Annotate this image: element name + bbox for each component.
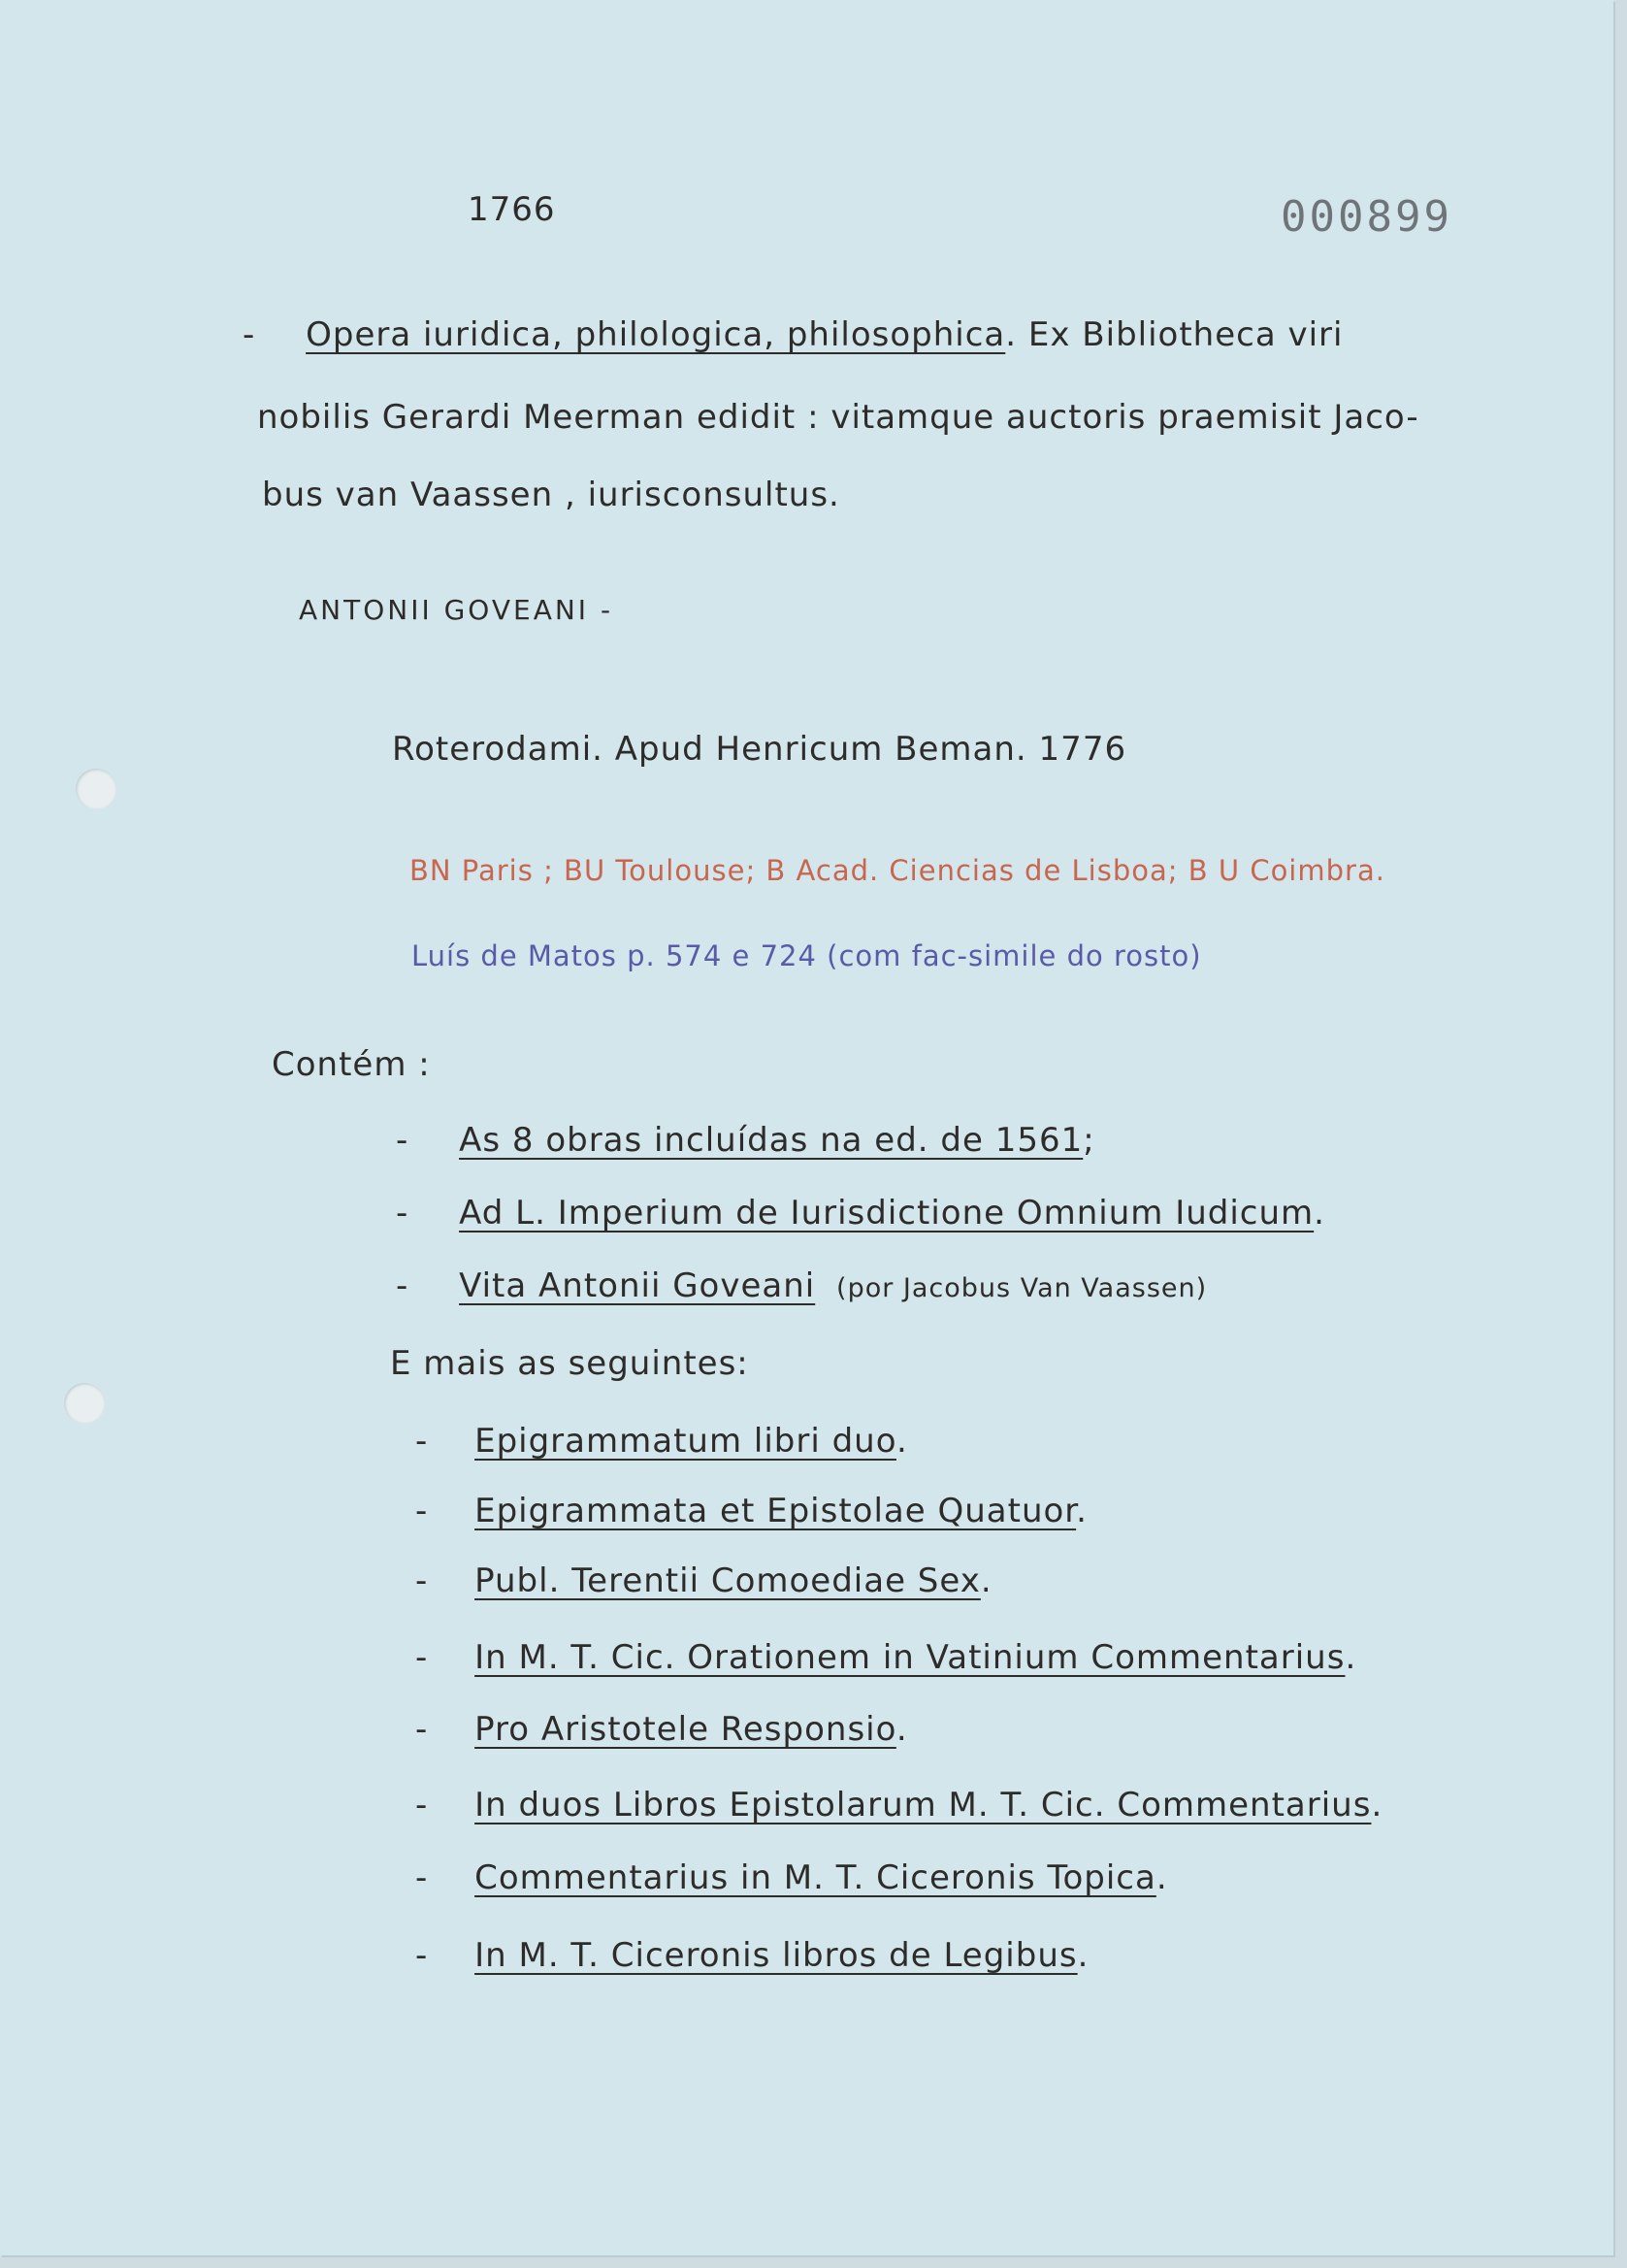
contents-item [396,1121,1095,1161]
item-suffix: . [1345,1638,1357,1677]
catalog-number-stamp: 000899 [1281,192,1452,242]
work-title: Opera iuridica, philologica, philosophica [306,315,1006,354]
title-line-1 [243,315,1343,355]
year-label: 1766 [468,190,556,229]
item-text: Pro Aristotele Responsio [474,1710,896,1749]
item-suffix: . [1076,1492,1088,1530]
item-text: In duos Libros Epistolarum M. T. Cic. Commentarius [474,1786,1372,1824]
reference-line: Luís de Matos p. 574 e 724 (com fac-simile do rosto) [411,939,1202,972]
item-text: In M. T. Ciceronis libros de Legibus [474,1936,1078,1975]
item-dash: - [415,1561,429,1600]
item-suffix: . [1155,1858,1168,1897]
title-dash: - [243,315,256,354]
item-suffix: . [1077,1936,1090,1975]
item-dash: - [415,1786,429,1824]
more-item [415,1561,992,1601]
more-item [415,1638,1356,1678]
item-dash: - [396,1266,409,1305]
item-dash: - [415,1492,429,1530]
more-item [415,1858,1168,1898]
item-text: Publ. Terentii Comoediae Sex [474,1561,981,1600]
item-suffix: . [895,1422,908,1461]
item-dash: - [415,1858,429,1897]
imprint-line: Roterodami. Apud Henricum Beman. 1776 [392,730,1127,769]
contents-heading: Contém : [272,1045,431,1084]
punch-hole [64,1383,105,1424]
title-line-2: nobilis Gerardi Meerman edidit : vitamque auctoris praemisit Jaco- [257,398,1419,437]
libraries-line: BN Paris ; BU Toulouse; B Acad. Ciencias de Lisboa; B U Coimbra. [409,854,1385,887]
author-name: ANTONII GOVEANI - [299,594,614,626]
item-suffix: . [1314,1194,1325,1233]
contents-item [396,1266,1207,1306]
contents-item [396,1194,1325,1233]
item-text: As 8 obras incluídas na ed. de 1561 [459,1121,1084,1160]
item-text: Epigrammatum libri duo [474,1422,896,1461]
item-dash: - [396,1194,409,1233]
item-text: Commentarius in M. T. Ciceronis Topica [474,1858,1156,1897]
item-text: Ad L. Imperium de Iurisdictione Omnium Iudicum [459,1194,1315,1233]
item-dash: - [415,1638,429,1677]
title-line-3: bus van Vaassen , iurisconsultus. [262,476,840,514]
item-suffix: (por Jacobus Van Vaassen) [836,1273,1208,1303]
more-item [415,1936,1089,1976]
more-item [415,1422,908,1462]
item-dash: - [415,1422,429,1461]
item-text: Epigrammata et Epistolae Quatuor [474,1492,1077,1530]
item-dash: - [396,1121,409,1160]
item-dash: - [415,1936,429,1975]
item-text: Vita Antonii Goveani [459,1266,816,1305]
more-item [415,1492,1088,1531]
item-suffix: . [980,1561,992,1600]
item-suffix: . [895,1710,908,1749]
item-dash: - [415,1710,429,1749]
item-text: In M. T. Cic. Orationem in Vatinium Commentarius [474,1638,1346,1677]
more-item [415,1710,908,1750]
more-item [415,1786,1383,1825]
title-rest: . Ex Bibliotheca viri [1005,315,1344,354]
more-heading: E mais as seguintes: [390,1344,749,1383]
item-suffix: ; [1083,1121,1095,1160]
item-suffix: . [1371,1786,1383,1824]
punch-hole [76,769,116,809]
